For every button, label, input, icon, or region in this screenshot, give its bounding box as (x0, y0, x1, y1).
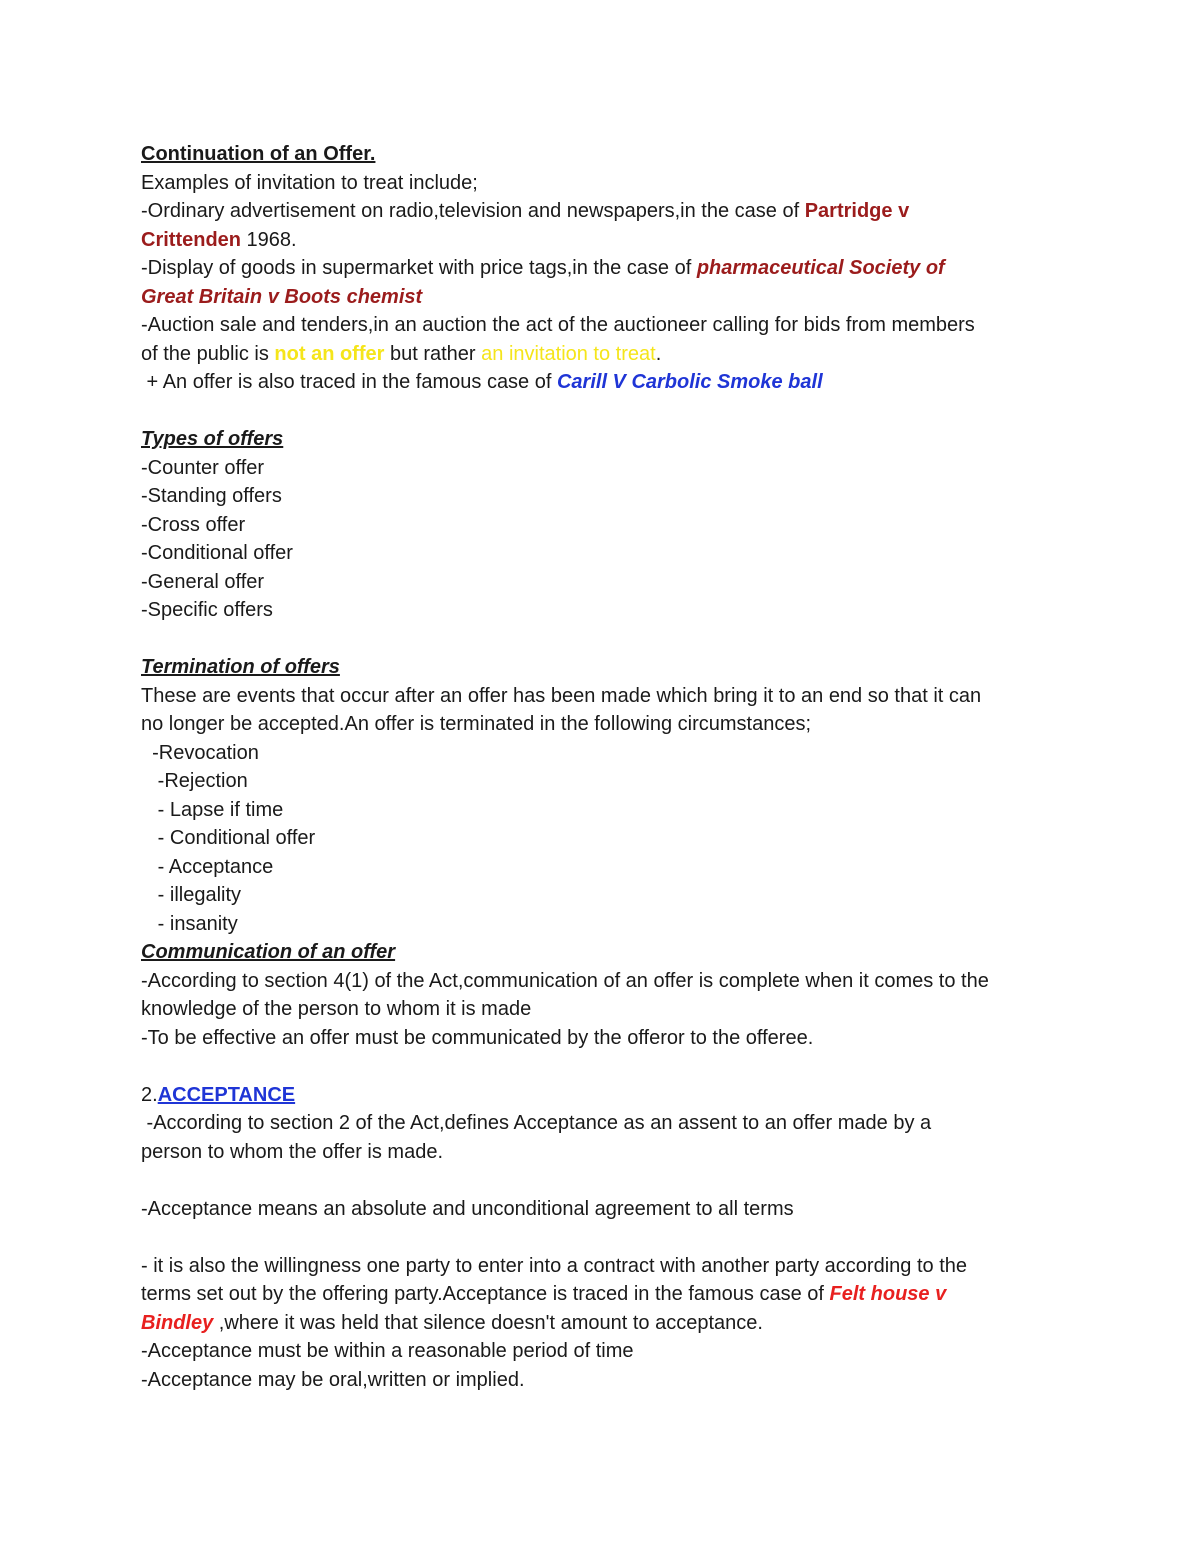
auction-text: but rather (384, 342, 482, 365)
list-item: - Conditional offer (141, 827, 316, 849)
case-boots: Great Britain v Boots chemist (141, 285, 423, 308)
list-item: - Acceptance (141, 855, 274, 878)
paragraph-line: person to whom the offer is made. (141, 1140, 444, 1163)
case-partridge: Partridge v (804, 200, 910, 222)
paragraph-line: These are events that occur after an offer has been made which bring it to an end so that it can (141, 684, 982, 707)
paragraph-line: -Acceptance must be within a reasonable period of time (141, 1340, 634, 1362)
paragraph-line: - it is also the willingness one party to enter into a contract with another party according to the (141, 1254, 967, 1277)
case-carlill: Carill V Carbolic Smoke ball (556, 371, 823, 393)
example-advertisement (141, 197, 1066, 226)
intro-text: Examples of invitation to treat include; (141, 171, 478, 194)
list-item: -Conditional offer (141, 542, 293, 564)
paragraph-line: -According to section 4(1) of the Act,communication of an offer is complete when it comes to the (141, 969, 989, 992)
paragraph-line: knowledge of the person to whom it is made (141, 998, 532, 1020)
document-body (141, 140, 1066, 1394)
spacer (141, 1166, 1066, 1195)
case-year: 1968. (241, 228, 297, 251)
heading-types: Types of offers (141, 428, 284, 450)
example-display (141, 254, 1066, 283)
list-item: -Revocation (141, 741, 259, 764)
list-item: -General offer (141, 570, 265, 593)
heading-acceptance (141, 1081, 1066, 1110)
paragraph-line: -Acceptance may be oral,written or implied. (141, 1368, 525, 1391)
example-display-cont (141, 283, 1066, 312)
list-item: - illegality (141, 884, 242, 906)
spacer (141, 625, 1066, 654)
not-offer-highlight: not an offer (274, 342, 385, 365)
case-bindley: Bindley (141, 1311, 214, 1334)
paragraph-line: -To be effective an offer must be communicated by the offeror to the offeree. (141, 1026, 814, 1049)
carlill-line (141, 368, 1066, 397)
example-auction: -Auction sale and tenders,in an auction the act of the auctioneer calling for bids from members (141, 314, 975, 336)
list-item: -Rejection (141, 770, 248, 792)
paragraph-line (141, 1309, 1066, 1338)
invitation-highlight: an invitation to treat (481, 342, 656, 365)
list-item: - insanity (141, 912, 238, 935)
auction-text: of the public is (141, 342, 275, 365)
carlill-text: + An offer is also traced in the famous case of (141, 371, 557, 393)
list-item: -Specific offers (141, 599, 273, 621)
acceptance-link[interactable]: ACCEPTANCE (157, 1083, 296, 1106)
example-advertisement-cont (141, 226, 1066, 255)
spacer (141, 1223, 1066, 1252)
example-auction-cont (141, 340, 1066, 369)
example-text: -Ordinary advertisement on radio,television and newspapers,in the case of (141, 200, 805, 222)
case-pharmaceutical: pharmaceutical Society of (696, 257, 945, 279)
section-number: 2. (141, 1083, 158, 1106)
list-item: -Standing offers (141, 485, 282, 507)
list-item: -Cross offer (141, 513, 246, 536)
paragraph-line: -According to section 2 of the Act,defines Acceptance as an assent to an offer made by a (141, 1112, 932, 1134)
heading-termination: Termination of offers (141, 656, 340, 678)
spacer (141, 397, 1066, 426)
heading-communication: Communication of an offer (141, 941, 396, 963)
spacer (141, 1052, 1066, 1081)
heading-continuation: Continuation of an Offer. (141, 143, 376, 165)
paragraph-line (141, 1280, 1066, 1309)
list-item: -Counter offer (141, 456, 265, 479)
list-item: - Lapse if time (141, 798, 284, 821)
case-felthouse: Felt house v (829, 1283, 947, 1305)
auction-text: . (655, 342, 662, 365)
paragraph-line: -Acceptance means an absolute and unconditional agreement to all terms (141, 1197, 794, 1220)
example-text: -Display of goods in supermarket with price tags,in the case of (141, 257, 697, 279)
paragraph-text: terms set out by the offering party.Acceptance is traced in the famous case of (141, 1283, 830, 1305)
paragraph-line: no longer be accepted.An offer is terminated in the following circumstances; (141, 713, 811, 735)
case-crittenden: Crittenden (141, 228, 241, 251)
paragraph-text: ,where it was held that silence doesn't amount to acceptance. (213, 1311, 763, 1334)
